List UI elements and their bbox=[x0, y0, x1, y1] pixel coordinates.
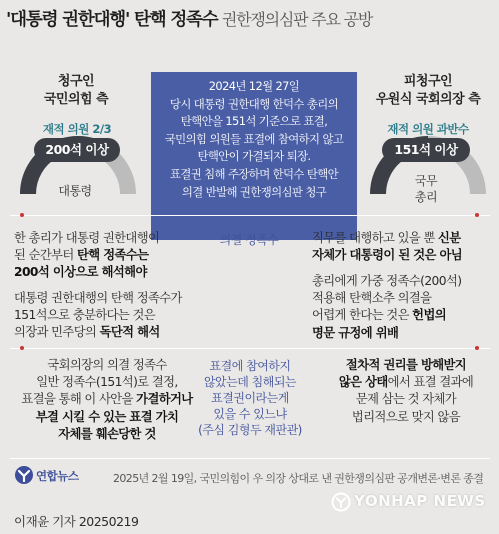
respondent-argument-1 bbox=[312, 230, 492, 264]
text-line: 총리에게 가중 정족수(200석) bbox=[312, 274, 462, 288]
watermark-logo-icon bbox=[331, 492, 351, 512]
text-line: 151석으로 충분하다는 것은 bbox=[14, 308, 156, 323]
claimant-argument-1 bbox=[14, 230, 204, 282]
text-line: 국회의장의 의결 정족수 bbox=[47, 358, 167, 372]
text-line: 어렵게 한다는 것은 bbox=[312, 308, 413, 323]
watermark-text: YONHAP NEWS bbox=[354, 492, 486, 510]
summary-line: 탄핵안을 151석 기준으로 표결, bbox=[180, 114, 328, 129]
emphasis-text: 탄핵 정족수는 bbox=[77, 248, 149, 263]
text-line: 대통령 권한대행의 탄핵 정족수가 bbox=[14, 291, 182, 305]
left-gauge-label: 대통령 bbox=[58, 184, 92, 198]
emphasis-text: 부결 시킬 수 있는 표결 가치 bbox=[35, 409, 179, 424]
respondent-argument-2 bbox=[312, 273, 492, 342]
yonhap-logo-icon bbox=[14, 465, 34, 485]
claimant-argument-3 bbox=[12, 357, 202, 443]
divider-marker bbox=[475, 346, 479, 350]
left-seat-pill: 200석 이상 bbox=[34, 138, 120, 162]
footer-note: 2025년 2월 19일, 국민의힘이 우 의장 상대로 낸 권한쟁의심판 공개변론·변론 종결 bbox=[113, 472, 484, 485]
emphasis-text: 가결하거나 bbox=[136, 392, 193, 407]
left-heading-1: 청구인 bbox=[57, 74, 95, 89]
emphasis-text: 신분 bbox=[438, 231, 461, 245]
text-line: 있을 수 있느냐 bbox=[213, 407, 287, 421]
title-main: '대통령 권한대행' 탄핵 정족수 bbox=[6, 10, 218, 30]
text-line: 문제 삼는 것 자체가 bbox=[355, 392, 457, 407]
right-gauge-label-2: 총리 bbox=[414, 190, 438, 204]
text-line: 한 총리가 대통령 권한대행이 bbox=[14, 231, 160, 245]
emphasis-text: 절차적 권리를 방해받지 bbox=[345, 358, 467, 372]
claimant-argument-2 bbox=[14, 290, 210, 342]
left-quorum-label: 재적 의원 2/3 bbox=[42, 122, 112, 136]
right-seat-pill: 151석 이상 bbox=[382, 138, 470, 162]
title-sub: 권한쟁의심판 주요 공방 bbox=[221, 10, 373, 29]
summary-line: 표결권 침해 주장하며 한덕수 탄핵안 bbox=[169, 166, 339, 181]
divider-marker bbox=[20, 346, 24, 350]
byline: 이재윤 기자 20250219 bbox=[14, 514, 139, 529]
divider-marker bbox=[20, 213, 24, 217]
section-divider bbox=[10, 215, 490, 216]
text-line: 않았는데 침해되는 bbox=[203, 375, 297, 389]
page-title bbox=[6, 6, 496, 34]
summary-line: 탄핵안이 가결되자 퇴장. bbox=[197, 149, 311, 164]
respondent-argument-3 bbox=[318, 357, 494, 426]
left-heading-2: 국민의힘 측 bbox=[43, 92, 109, 107]
text-line: (주심 김형두 재판관) bbox=[198, 423, 302, 437]
text-line: 표결권이라는게 bbox=[211, 391, 289, 405]
summary-line: 의결 반발해 권한쟁의심판 청구 bbox=[181, 184, 327, 199]
emphasis-text: 독단적 해석 bbox=[99, 325, 160, 340]
text-line: 법리적으로 맞지 않음 bbox=[351, 409, 461, 424]
text-line: 일반 정족수(151석)로 결정, bbox=[36, 375, 178, 390]
right-quorum-label: 재적 의원 과반수 bbox=[387, 122, 469, 136]
emphasis-text: 않은 상태 bbox=[338, 375, 388, 390]
row-label-quorum: 의결 정족수 bbox=[219, 233, 279, 247]
summary-line: 국민의힘 의원들 표결에 참여하지 않고 bbox=[164, 131, 344, 146]
emphasis-text: 헌법의 bbox=[412, 308, 447, 323]
section-divider bbox=[10, 348, 490, 349]
text-line: 표결에 참여하지 bbox=[209, 359, 291, 373]
summary-line: 당시 대통령 권한대행 한덕수 총리의 bbox=[169, 96, 339, 111]
right-heading-1: 피청구인 bbox=[403, 74, 453, 89]
emphasis-text: 자체가 대통령이 된 것은 아님 bbox=[312, 248, 463, 263]
right-heading-2: 우원식 국회의장 측 bbox=[375, 92, 481, 107]
summary-line: 2024년 12월 27일 bbox=[208, 79, 300, 93]
text-line: 직무를 대행하고 있을 뿐 bbox=[312, 231, 439, 245]
emphasis-text: 명문 규정에 위배 bbox=[312, 325, 399, 340]
text-line: 적용해 탄핵소추 의결을 bbox=[312, 291, 432, 306]
divider-marker bbox=[475, 213, 479, 217]
section-divider bbox=[10, 458, 490, 459]
emphasis-text: 자체를 훼손당한 것 bbox=[58, 426, 156, 441]
yonhap-logo-text: 연합뉴스 bbox=[36, 469, 79, 483]
right-gauge-label-1: 국무 bbox=[414, 174, 438, 188]
text-line: 된 순간부터 bbox=[14, 248, 78, 263]
text-line: 에서 표결 결과에 bbox=[387, 375, 474, 390]
emphasis-text: 200석 이상으로 해석해야 bbox=[14, 265, 147, 280]
text-line: 의장과 민주당의 bbox=[14, 325, 100, 340]
text-line: 표결을 통해 이 사안을 bbox=[21, 392, 137, 407]
